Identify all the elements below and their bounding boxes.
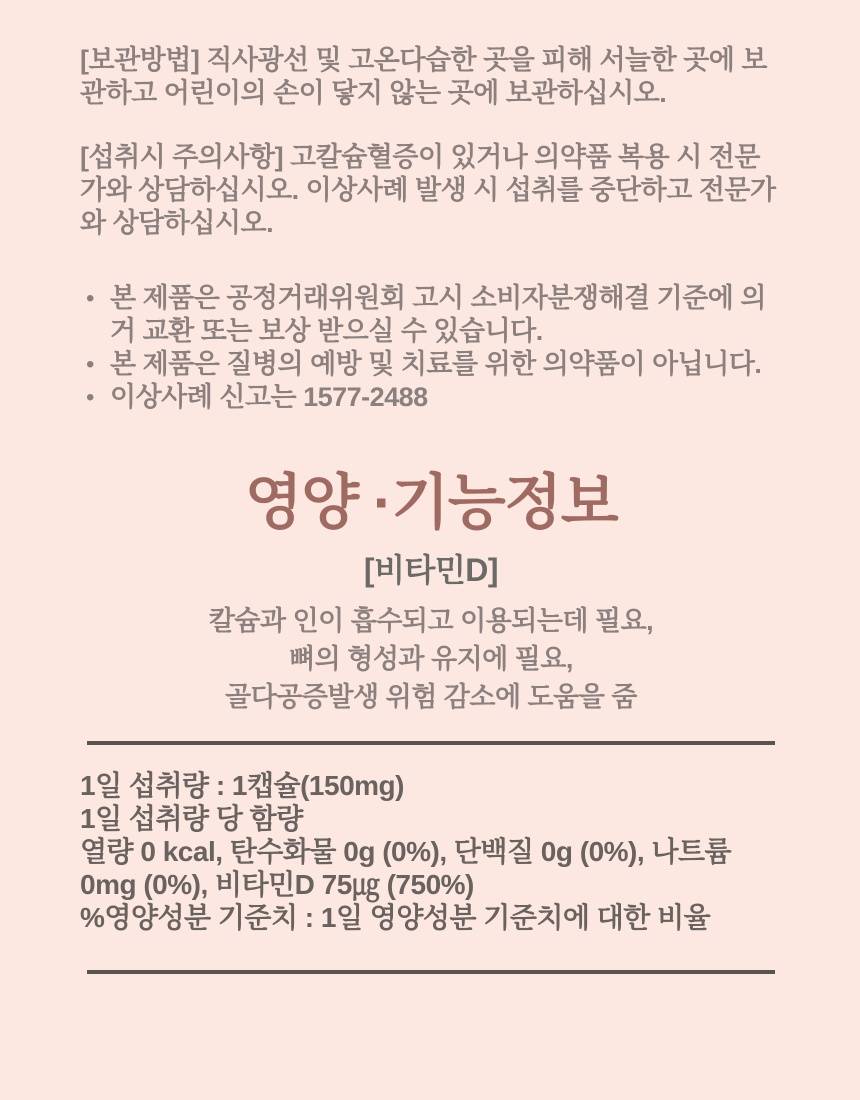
bullet-icon: • [86,384,95,411]
nutrition-values: 열량 0 kcal, 탄수화물 0g (0%), 단백질 0g (0%), 나트륨 0mg (0%), 비타민D 75㎍ (750%) [80,836,732,900]
bullet-icon: • [86,351,95,378]
description-line: 칼슘과 인이 흡수되고 이용되는데 필요, [208,606,654,636]
nutrient-name-vitamin-d: [비타민D] [363,552,499,588]
nutrition-facts [80,769,782,934]
notice-text-not-medicine: 본 제품은 질병의 예방 및 치료를 위한 의약품이 아닙니다. [110,349,762,379]
divider-bottom [87,970,775,974]
per-serving-label: 1일 섭취량 당 함량 [80,803,303,834]
storage-instructions: [보관방법] 직사광선 및 고온다습한 곳을 피해 서늘한 곳에 보관하고 어린이의 손이 닿지 않는 곳에 보관하십시오. [80,45,767,108]
description-line: 뼈의 형성과 유지에 필요, [289,644,573,674]
list-item [80,381,782,414]
list-item [80,348,782,381]
intake-precautions: [섭취시 주의사항] 고칼슘혈증이 있거나 의약품 복용 시 전문가와 상담하십시오. 이상사례 발생 시 섭취를 중단하고 전문가와 상담하십시오. [80,142,776,238]
notice-text-report-number: 이상사례 신고는 1577-2488 [110,382,428,412]
bullet-icon: • [86,285,95,312]
function-description [80,602,782,716]
list-item [80,282,782,348]
divider-top [87,741,775,745]
notice-text-exchange: 본 제품은 공정거래위원회 고시 소비자분쟁해결 기준에 의거 교환 또는 보상 받으실 수 있습니다. [110,283,766,346]
notice-list [80,282,782,414]
daily-value-note: %영양성분 기준치 : 1일 영양성분 기준치에 대한 비율 [80,902,711,933]
serving-size: 1일 섭취량 : 1캡슐(150mg) [80,770,404,801]
description-line: 골다공증발생 위험 감소에 도움을 줌 [225,682,637,712]
section-title-nutrition-info: 영양 ·기능정보 [244,469,618,536]
